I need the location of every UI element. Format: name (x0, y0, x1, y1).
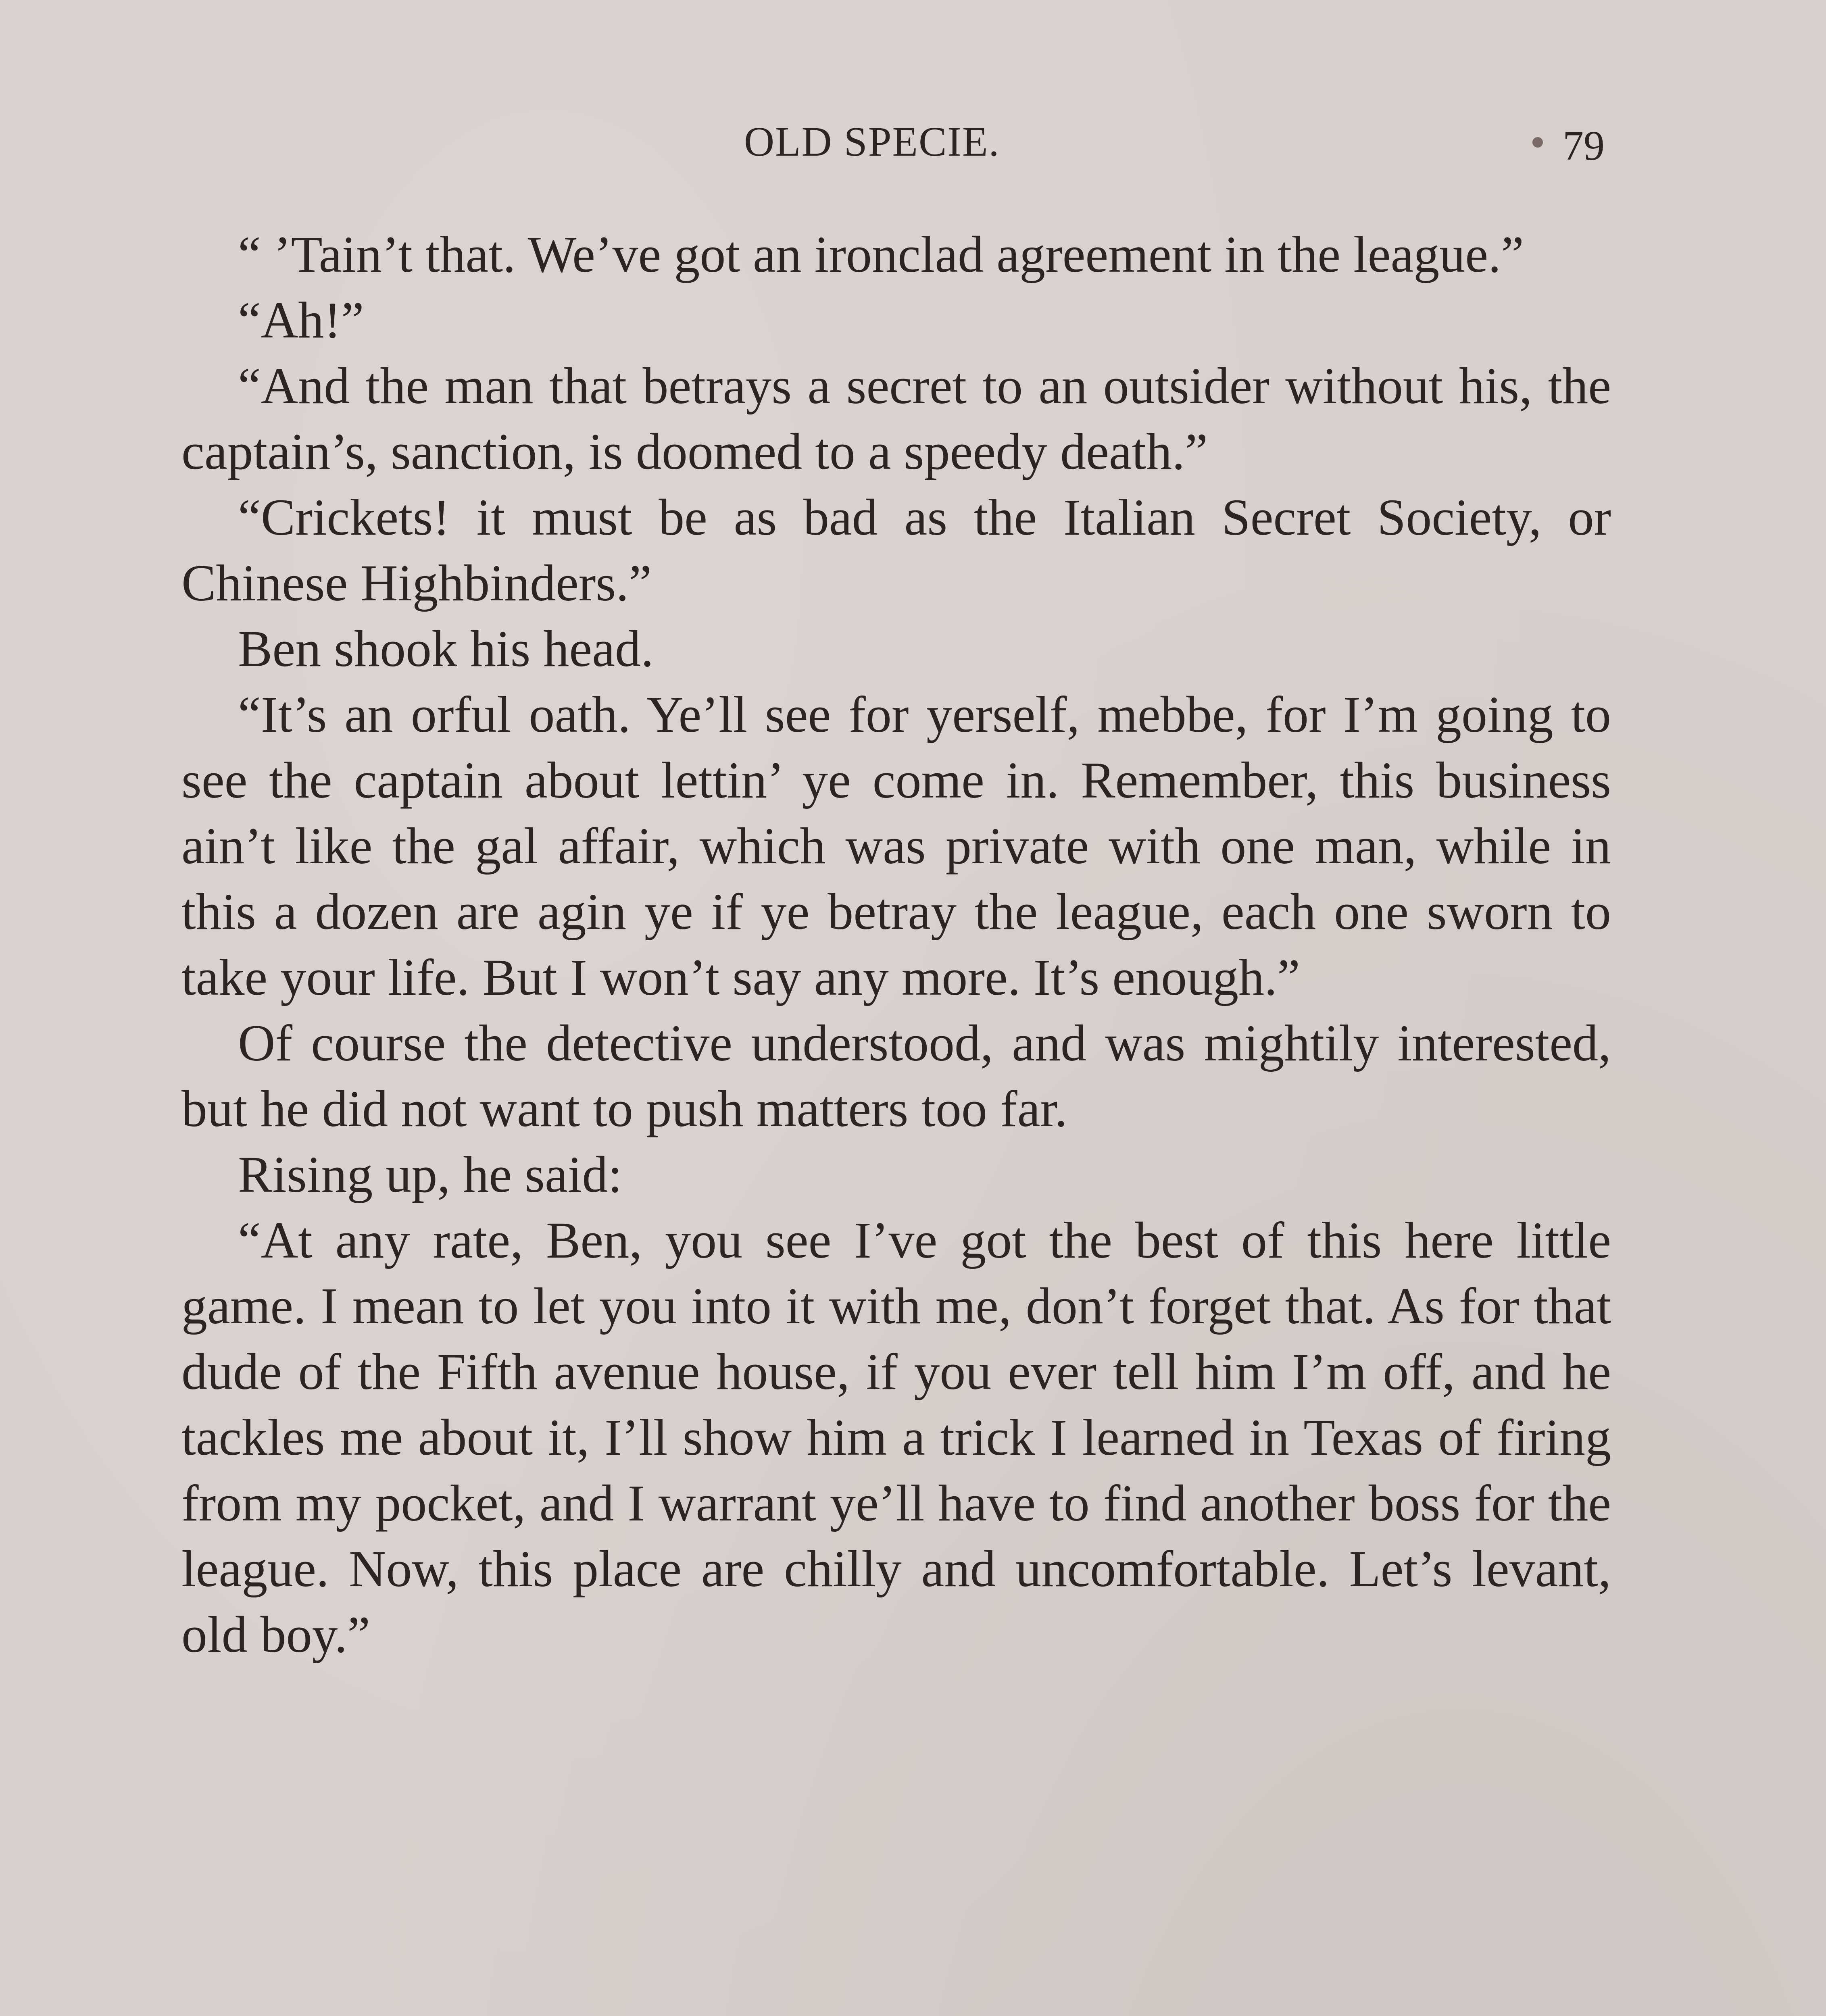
paragraph: “Ah!” (238, 292, 364, 349)
ink-dot (1532, 137, 1543, 148)
body-text (181, 222, 1611, 1668)
paragraph: “At any rate, Ben, you see I’ve got the best of this here little game. I mean to let you into it with me, don’t forget that. As for that dude of the Fifth avenue house, if you ever tell him I’m off, and he tackles me about it, I’ll show him a trick I learned in Texas of firing from my pocket, and I warrant ye’ll have to find another boss for the league. Now, this place are chilly and uncomfortable. Let’s levant, old boy.” (181, 1212, 1611, 1663)
paragraph: “And the man that betrays a secret to an outsider without his, the captain’s, sanction, is doomed to a speedy death.” (181, 357, 1611, 480)
paragraph: “ ’Tain’t that. We’ve got an ironclad agreement in the league.” (238, 226, 1524, 283)
paragraph: Rising up, he said: (238, 1146, 622, 1203)
paragraph: Ben shook his head. (238, 620, 654, 677)
running-head: OLD SPECIE. (744, 119, 1000, 165)
paragraph: “Crickets! it must be as bad as the Italian Secret Society, or Chinese Highbinders.” (181, 489, 1611, 612)
page-number: 79 (1563, 123, 1605, 169)
paragraph: Of course the detective understood, and was mightily interested, but he did not want to push matters too far. (181, 1014, 1611, 1137)
paragraph: “It’s an orful oath. Ye’ll see for yerself, mebbe, for I’m going to see the captain about lettin’ ye come in. Remember, this business ain’t like the gal affair, which was private with one man, while in this a dozen are agin ye if ye betray the league, each one sworn to take your life. But I won’t say any more. It’s enough.” (181, 686, 1611, 1006)
